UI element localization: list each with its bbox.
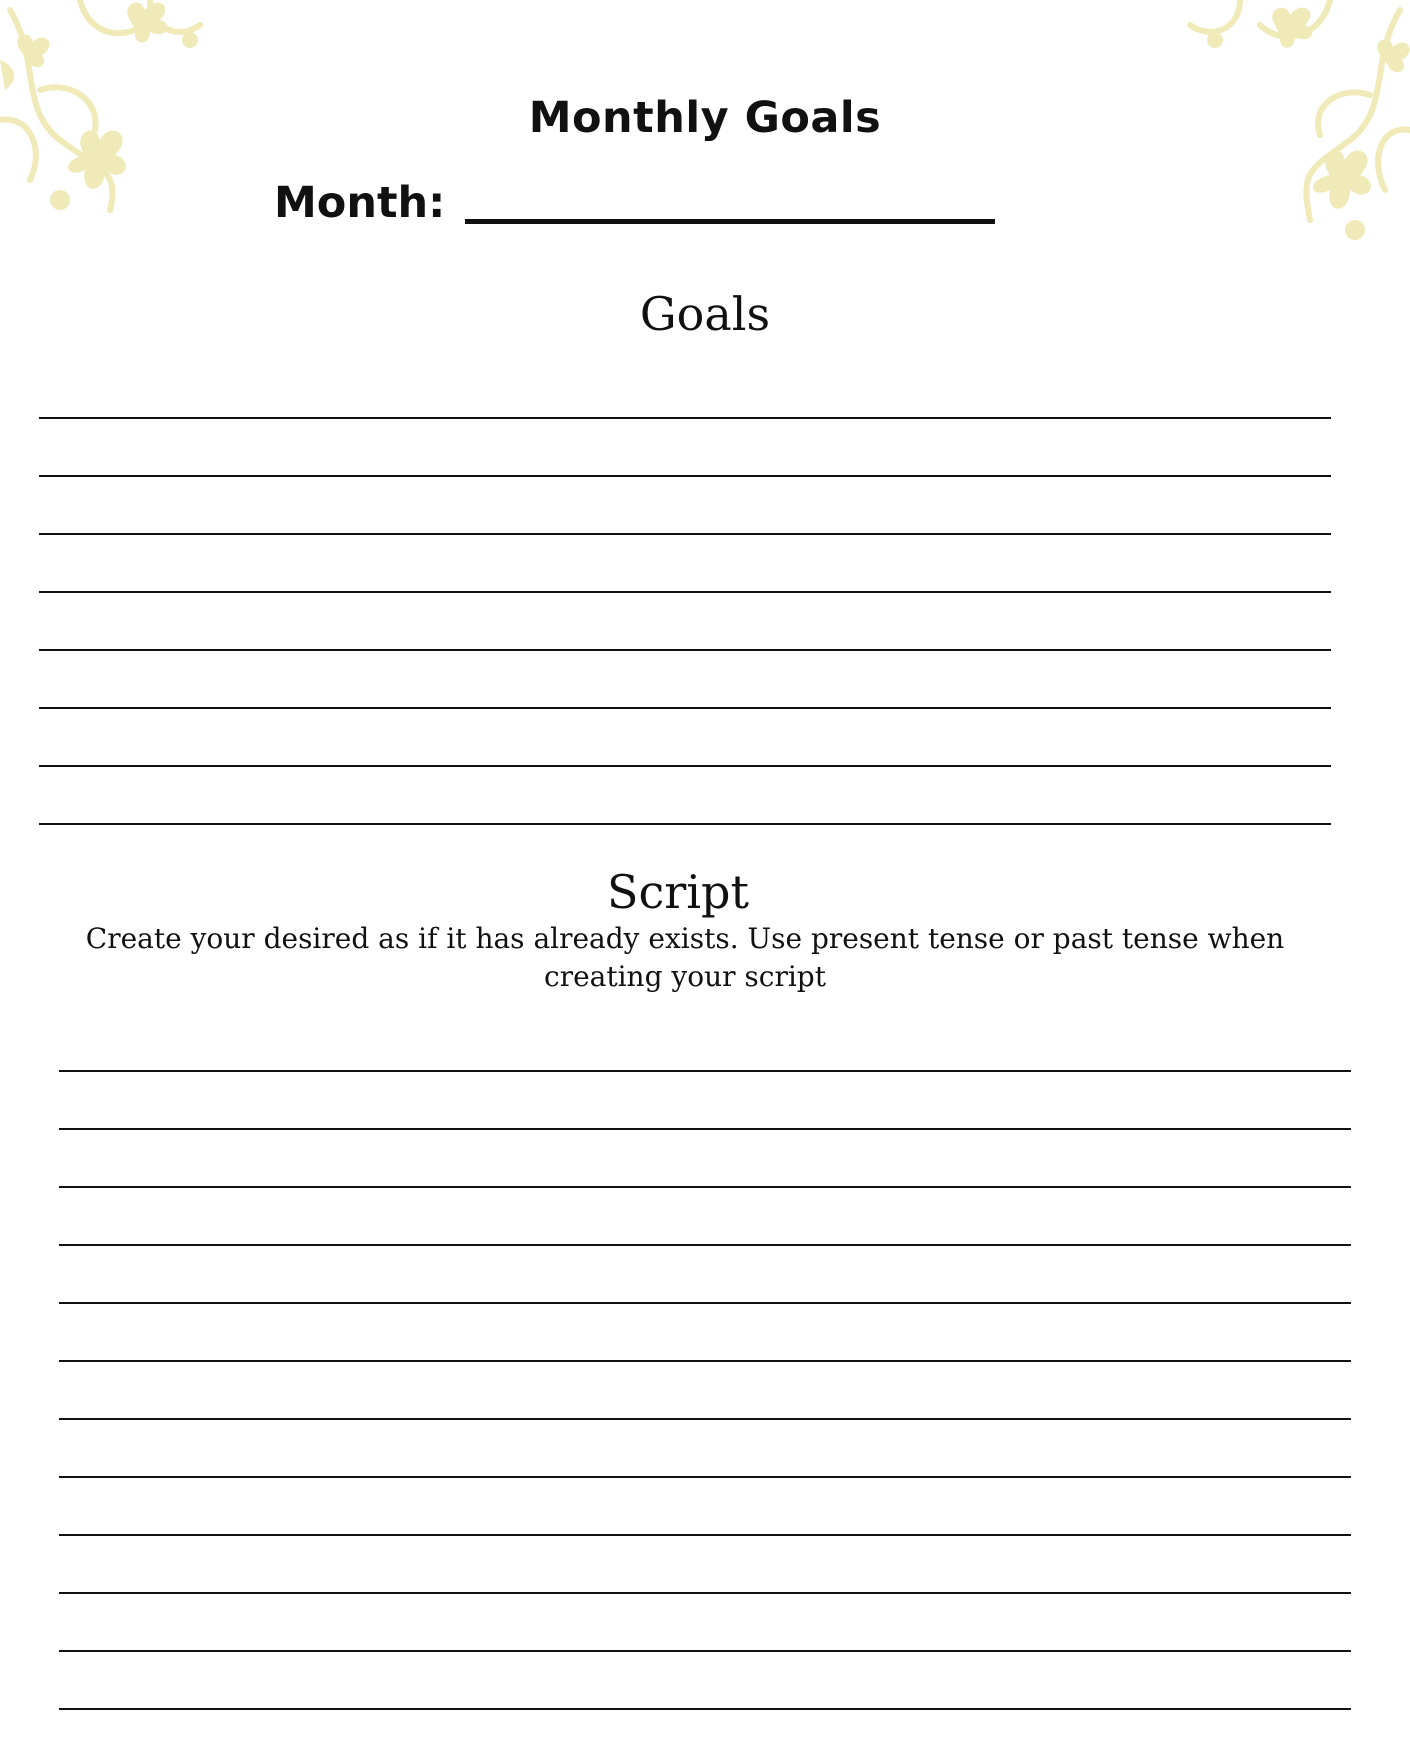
script-writing-line[interactable] (59, 1418, 1351, 1420)
script-heading: Script (607, 865, 749, 919)
script-writing-line[interactable] (59, 1244, 1351, 1246)
script-writing-line[interactable] (59, 1360, 1351, 1362)
script-writing-line[interactable] (59, 1128, 1351, 1130)
script-writing-line[interactable] (59, 1708, 1351, 1710)
goals-writing-line[interactable] (39, 649, 1331, 651)
goals-writing-line[interactable] (39, 823, 1331, 825)
script-writing-line[interactable] (59, 1070, 1351, 1072)
goals-writing-line[interactable] (39, 707, 1331, 709)
month-label: Month: (274, 178, 446, 228)
goals-writing-line[interactable] (39, 417, 1331, 419)
page-title: Monthly Goals (528, 93, 882, 143)
month-input-line[interactable] (465, 219, 995, 224)
goals-writing-line[interactable] (39, 475, 1331, 477)
goals-writing-line[interactable] (39, 533, 1331, 535)
script-writing-line[interactable] (59, 1302, 1351, 1304)
script-instructions: Create your desired as if it has already exists. Use present tense or past tense when creating your script (85, 922, 1285, 993)
goals-heading: Goals (639, 287, 771, 341)
script-writing-line[interactable] (59, 1650, 1351, 1652)
script-writing-line[interactable] (59, 1186, 1351, 1188)
goals-writing-line[interactable] (39, 765, 1331, 767)
script-writing-line[interactable] (59, 1534, 1351, 1536)
script-writing-line[interactable] (59, 1476, 1351, 1478)
goals-writing-line[interactable] (39, 591, 1331, 593)
script-writing-line[interactable] (59, 1592, 1351, 1594)
